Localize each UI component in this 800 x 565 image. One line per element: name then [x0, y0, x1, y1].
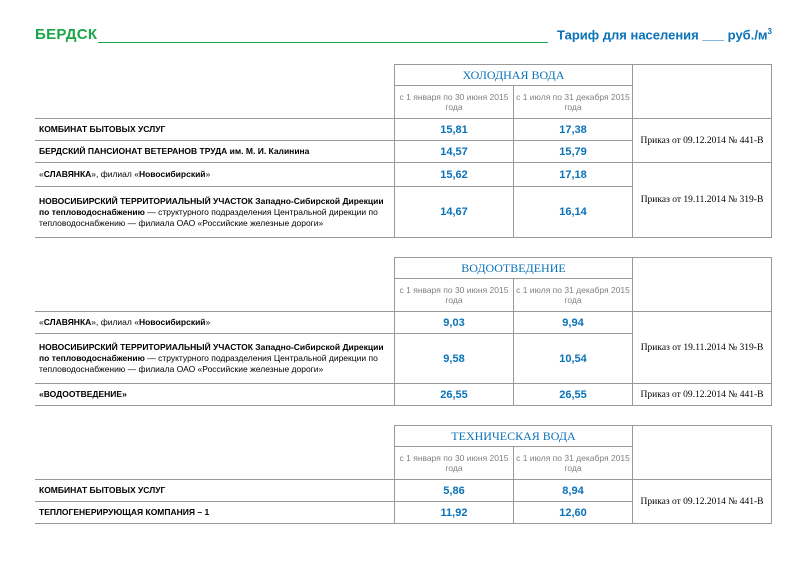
order-reference: Приказ от 19.11.2014 № 319-В — [633, 312, 772, 384]
period-second-half: с 1 июля по 31 декабря 2015 года — [514, 447, 633, 480]
tariff-value-h1: 9,58 — [395, 334, 514, 384]
tariff-value-h2: 12,60 — [514, 502, 633, 524]
table-row: «СЛАВЯНКА», филиал «Новосибирский» 15,62 17,18 Приказ от 19.11.2014 № 319-В — [35, 163, 772, 187]
tariff-label-text: Тариф для населения ___ руб./м — [557, 27, 768, 43]
org-name: НОВОСИБИРСКИЙ ТЕРРИТОРИАЛЬНЫЙ УЧАСТОК Западно-Сибирской Дирекции по тепловодоснабжению — [39, 342, 384, 363]
tariff-value-h1: 14,67 — [395, 187, 514, 238]
tariff-value-h1: 15,81 — [395, 119, 514, 141]
tariff-value-h2: 9,94 — [514, 312, 633, 334]
tariff-value-h1: 11,92 — [395, 502, 514, 524]
table-row — [35, 119, 772, 141]
tariff-value-h2: 17,38 — [514, 119, 633, 141]
tariff-value-h2: 16,14 — [514, 187, 633, 238]
section-title: ХОЛОДНАЯ ВОДА — [395, 65, 633, 86]
org-name-rest: — структурного подразделения Центральной дирекции по тепловодоснабжению — филиала ОАО «Российские железные дороги» — [39, 353, 378, 374]
period-first-half: с 1 января по 30 июня 2015 года — [395, 447, 514, 480]
tariff-value-h2: 8,94 — [514, 480, 633, 502]
header-tariff-label — [557, 27, 772, 42]
table-row — [35, 480, 772, 502]
tariff-value-h1: 26,55 — [395, 384, 514, 406]
order-reference: Приказ от 19.11.2014 № 319-В — [633, 163, 772, 238]
tariff-value-h2: 17,18 — [514, 163, 633, 187]
org-name: «ВОДООТВЕДЕНИЕ» — [39, 389, 127, 399]
org-name-rest: — структурного подразделения Центральной дирекции по тепловодоснабжению — филиала ОАО «Российские железные дороги» — [39, 206, 378, 228]
org-name: БЕРДСКИЙ ПАНСИОНАТ ВЕТЕРАНОВ ТРУДА им. М. И. Калинина — [39, 146, 310, 156]
header-city: БЕРДСК — [35, 26, 98, 43]
section-title: ВОДООТВЕДЕНИЕ — [395, 258, 633, 279]
section-title: ТЕХНИЧЕСКАЯ ВОДА — [395, 426, 633, 447]
wastewater-table — [35, 257, 772, 406]
period-second-half: с 1 июля по 31 декабря 2015 года — [514, 279, 633, 312]
org-name: НОВОСИБИРСКИЙ ТЕРРИТОРИАЛЬНЫЙ УЧАСТОК Западно-Сибирской Дирекции по тепловодоснабжению — [39, 195, 384, 217]
period-second-half: с 1 июля по 31 декабря 2015 года — [514, 86, 633, 119]
technical-water-table — [35, 425, 772, 524]
org-name: ТЕПЛОГЕНЕРИРУЮЩАЯ КОМПАНИЯ – 1 — [39, 507, 210, 517]
tariff-value-h1: 5,86 — [395, 480, 514, 502]
tariff-value-h2: 26,55 — [514, 384, 633, 406]
table-row: «СЛАВЯНКА», филиал «Новосибирский» 9,03 9,94 Приказ от 19.11.2014 № 319-В — [35, 312, 772, 334]
tariff-value-h2: 10,54 — [514, 334, 633, 384]
tariff-unit-sup: 3 — [767, 27, 772, 36]
tariff-value-h1: 9,03 — [395, 312, 514, 334]
order-reference: Приказ от 09.12.2014 № 441-В — [633, 119, 772, 163]
table-row — [35, 384, 772, 406]
order-reference: Приказ от 09.12.2014 № 441-В — [633, 384, 772, 406]
cold-water-table — [35, 64, 772, 238]
period-first-half: с 1 января по 30 июня 2015 года — [395, 279, 514, 312]
header-underline — [98, 42, 548, 43]
order-reference: Приказ от 09.12.2014 № 441-В — [633, 480, 772, 524]
period-first-half: с 1 января по 30 июня 2015 года — [395, 86, 514, 119]
org-name: КОМБИНАТ БЫТОВЫХ УСЛУГ — [39, 124, 166, 134]
org-name: КОМБИНАТ БЫТОВЫХ УСЛУГ — [39, 485, 166, 495]
tariff-value-h1: 14,57 — [395, 141, 514, 163]
tariff-value-h2: 15,79 — [514, 141, 633, 163]
tariff-value-h1: 15,62 — [395, 163, 514, 187]
